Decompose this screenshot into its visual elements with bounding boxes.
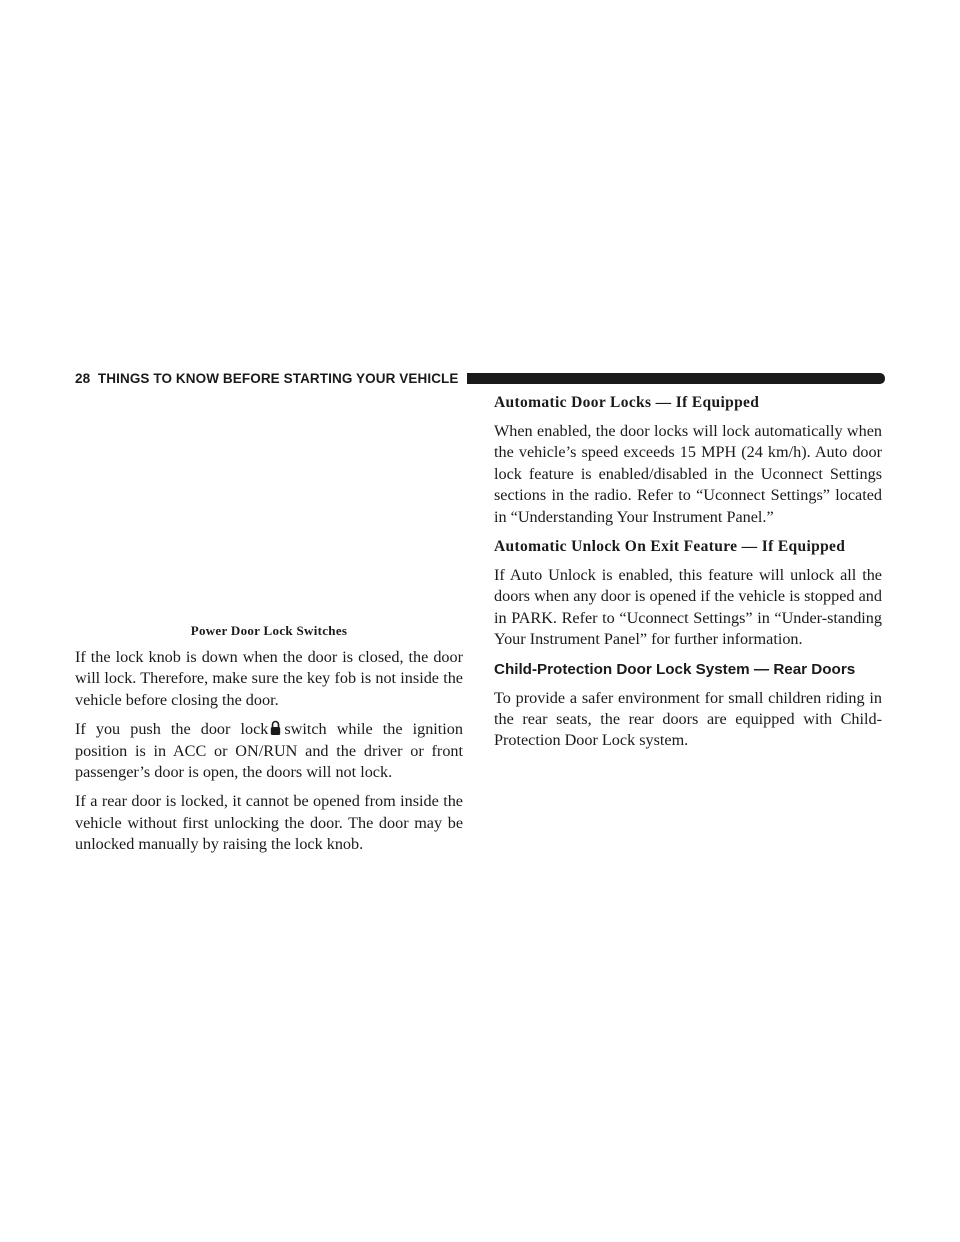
header-rule <box>467 373 886 384</box>
running-header <box>75 370 885 386</box>
figure-caption: Power Door Lock Switches <box>190 623 348 638</box>
left-column <box>75 647 463 856</box>
para-text-before: If you push the door lock <box>75 720 269 739</box>
paragraph-lock-switch <box>75 719 463 783</box>
paragraph-rear-door: If a rear door is locked, it cannot be opened from inside the vehicle without first unlocking the door. The door may be unlocked manually by raising the lock knob. <box>75 792 463 854</box>
paragraph-automatic-door-locks: When enabled, the door locks will lock automatically when the vehicle’s speed exceeds 15 MPH (24 km/h). Auto door lock feature is enabled/disabled in the Uconnect Settings sections in the radio. Refer to “Uconnect Settings” located in “Understanding Your Instrument Panel.” <box>494 422 882 526</box>
lock-icon <box>270 720 281 736</box>
header-text <box>75 371 459 386</box>
heading-auto-unlock: Automatic Unlock On Exit Feature — If Equipped <box>494 538 846 556</box>
heading-automatic-door-locks: Automatic Door Locks — If Equipped <box>494 394 760 411</box>
paragraph-auto-unlock: If Auto Unlock is enabled, this feature will unlock all the doors when any door is opened if the vehicle is stopped and in PARK. Refer to “Uconnect Settings” in “Under-standing Your Instrument Panel” for further information. <box>494 566 882 649</box>
para-text-after: switch while the ignition position is in ACC or ON/RUN and the driver or front passenger’s door is open, the doors will not lock. <box>75 720 463 782</box>
page-number: 28 <box>75 370 91 386</box>
heading-child-protection: Child-Protection Door Lock System — Rear Doors <box>494 660 856 678</box>
paragraph-lock-knob: If the lock knob is down when the door is closed, the door will lock. Therefore, make sure the key fob is not inside the vehicle before closing the door. <box>75 648 463 709</box>
right-column <box>494 393 882 752</box>
paragraph-child-protection: To provide a safer environment for small children riding in the rear seats, the rear doors are equipped with Child-Protection Door Lock system. <box>494 688 882 750</box>
section-title: THINGS TO KNOW BEFORE STARTING YOUR VEHICLE <box>97 370 459 386</box>
